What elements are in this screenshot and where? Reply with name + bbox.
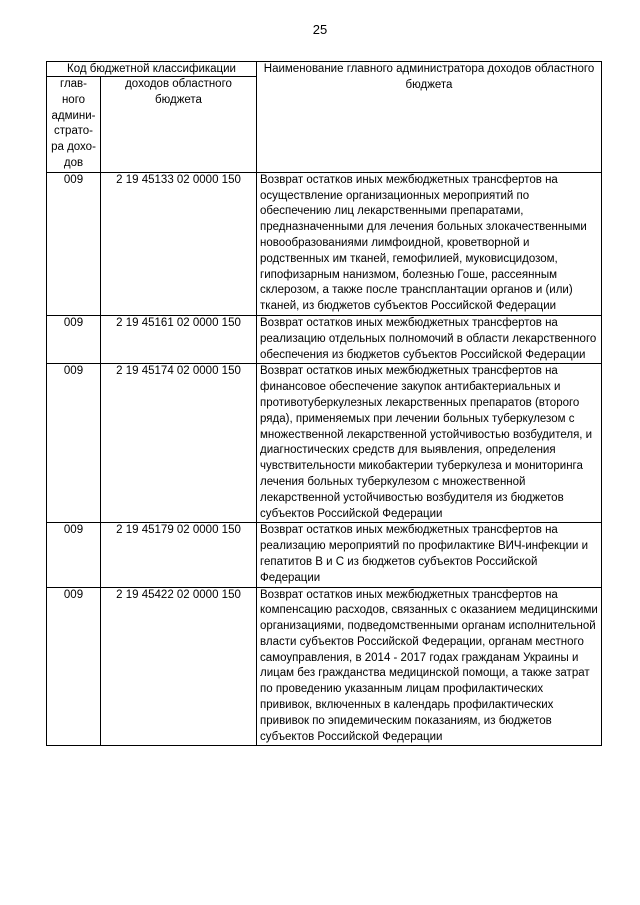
- budget-code-cell: 2 19 45179 02 0000 150: [101, 523, 257, 587]
- header-administrator-name: Наименование главного администратора доходов областного бюджета: [257, 62, 602, 173]
- budget-classification-table: [46, 61, 602, 746]
- header-budget-classification-code: Код бюджетной классификации: [47, 62, 257, 77]
- description-cell: Возврат остатков иных межбюджетных трансфертов на финансовое обеспечение закупок антибактериальных и противотуберкулезных лекарственных препаратов (второго ряда), применяемых при лечении больных туберкулезом с множественной лекарственной устойчивостью возбудителя, и диагностических средств для выявления, определения чувствительности микобактерии туберкулеза и мониторинга лечения больных туберкулезом с множественной лекарственной устойчивостью возбудителя из бюджетов субъектов Российской Федерации: [257, 364, 602, 523]
- table-row: [47, 172, 602, 315]
- budget-code-cell: 2 19 45161 02 0000 150: [101, 315, 257, 363]
- admin-code-cell: 009: [47, 172, 101, 315]
- table-row: [47, 315, 602, 363]
- header-regional-budget-income: доходов областного бюджета: [101, 77, 257, 173]
- header-chief-administrator: глав-ного админи-страто-ра дохо-дов: [47, 77, 101, 173]
- admin-code-cell: 009: [47, 523, 101, 587]
- page-number: 25: [312, 22, 328, 37]
- header-row-group: [47, 62, 602, 77]
- admin-code-cell: 009: [47, 587, 101, 746]
- budget-code-cell: 2 19 45133 02 0000 150: [101, 172, 257, 315]
- admin-code-cell: 009: [47, 315, 101, 363]
- table-row: [47, 364, 602, 523]
- description-cell: Возврат остатков иных межбюджетных трансфертов на осуществление организационных мероприятий по обеспечению лиц лекарственными препаратами, предназначенными для лечения больных злокачественными новообразованиями лимфоидной, кроветворной и родственных им тканей, гемофилией, муковисцидозом, гипофизарным нанизмом, болезнью Гоше, рассеянным склерозом, а также после трансплантации органов и (или) тканей, из бюджетов субъектов Российской Федерации: [257, 172, 602, 315]
- table-row: [47, 587, 602, 746]
- admin-code-cell: 009: [47, 364, 101, 523]
- budget-code-cell: 2 19 45174 02 0000 150: [101, 364, 257, 523]
- description-cell: Возврат остатков иных межбюджетных трансфертов на компенсацию расходов, связанных с оказанием медицинскими организациями, подведомственными органам исполнительной власти субъектов Российской Федерации, органам местного самоуправления, в 2014 - 2017 годах гражданам Украины и лицам без гражданства медицинской помощи, а также затрат по проведению указанным лицам профилактических прививок, включенных в календарь профилактических прививок по эпидемическим показаниям, из бюджетов субъектов Российской Федерации: [257, 587, 602, 746]
- budget-code-cell: 2 19 45422 02 0000 150: [101, 587, 257, 746]
- table-row: [47, 523, 602, 587]
- description-cell: Возврат остатков иных межбюджетных трансфертов на реализацию мероприятий по профилактике ВИЧ-инфекции и гепатитов B и C из бюджетов субъектов Российской Федерации: [257, 523, 602, 587]
- description-cell: Возврат остатков иных межбюджетных трансфертов на реализацию отдельных полномочий в области лекарственного обеспечения из бюджетов субъектов Российской Федерации: [257, 315, 602, 363]
